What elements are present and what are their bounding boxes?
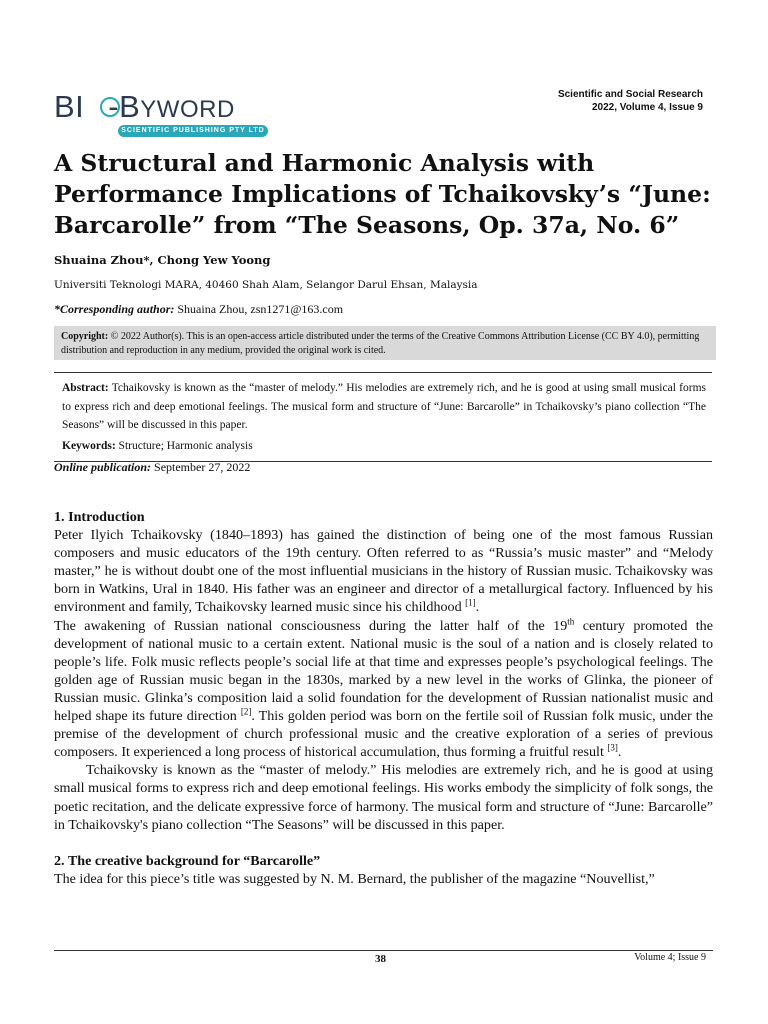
article-title: A Structural and Harmonic Analysis with Performance Implications of Tchaikovsky’s “June: Barcarolle” from “The Seasons, Op. 37a, No. 6” (54, 149, 711, 239)
authors: Shuaina Zhou*, Chong Yew Yoong (54, 253, 271, 267)
keywords: Keywords: Structure; Harmonic analysis (62, 440, 253, 452)
citation-ref[interactable]: [2] (240, 706, 252, 717)
footer-divider (54, 950, 713, 951)
journal-name: Scientific and Social Research (557, 89, 703, 100)
corresponding-author: *Corresponding author: Shuaina Zhou, zsn1271@163.com (54, 302, 344, 316)
section-heading-introduction: 1. Introduction (54, 509, 145, 525)
citation-ref[interactable]: [3] (607, 742, 618, 753)
copyright-notice: Copyright: © 2022 Author(s). This is an open-access article distributed under the terms of the Creative Commons Attribution License (CC BY 4.0), permitting distribution and reproduction in any medium, provided the original work is cited. (54, 326, 716, 360)
paragraph: Tchaikovsky is known as the “master of melody.” His melodies are extremely rich, and he is good at using small musical forms to express rich and deep emotional feelings. His works embody the simplicity of folk songs, the poetic recitation, and the delicate expressive force of harmony. The musical form and structure of “June: Barcarolle” in Tchaikovsky's piano collection “The Seasons” will be discussed in this paper. (54, 762, 713, 833)
journal-info (558, 88, 703, 114)
abstract: Abstract: Tchaikovsky is known as the “master of melody.” His melodies are extremely rich, and he is good at using small musical forms to express rich and deep emotional feelings. The musical form and structure of “June: Barcarolle” in Tchaikovsky’s piano collection “The Seasons” will be discussed in this paper. (62, 382, 706, 431)
page-number: 38 (375, 953, 386, 965)
logo-tagline: SCIENTIFIC PUBLISHING PTY LTD (118, 125, 268, 137)
paragraph: Peter Ilyich Tchaikovsky (1840–1893) has gained the distinction of being one of the most famous Russian composers and music educators of the 19th century. Often referred to as “Russia’s music master” and “Melody master,” he is without doubt one of the most influential musicians in the history of Russian music. Tchaikovsky was born in Watkins, Ural in 1840. His father was an engineer and director of a metallurgical factory. Influenced by his environment and family, Tchaikovsky learned music since his childhood [1]. (54, 527, 713, 616)
publisher-logo (54, 90, 274, 138)
footer-volume: Volume 4; Issue 9 (634, 952, 706, 963)
paragraph: The idea for this piece’s title was suggested by N. M. Bernard, the publisher of the magazine “Nouvellist,” (54, 870, 655, 887)
article-body (54, 508, 713, 888)
globe-icon (100, 97, 120, 117)
citation-ref[interactable]: [1] (465, 597, 476, 608)
section-heading-creative-background: 2. The creative background for “Barcarolle” (54, 852, 321, 869)
abstract-box (54, 372, 712, 462)
journal-issue: 2022, Volume 4, Issue 9 (592, 102, 703, 113)
paragraph: The awakening of Russian national consciousness during the latter half of the 19th century promoted the development of national music to a certain extent. National music is the soul of a nation and is closely related to people’s life. Folk music reflects people’s social life at that time and expresses people’s psychological feelings. The golden age of Russian music began in the 1830s, marked by a new level in the works of Glinka, the pioneer of Russian music. Glinka’s composition laid a solid foundation for the development of Russian nationalist music and helped shape its future direction [2]. This golden period was born on the fertile soil of Russian folk music, under the premise of the development of church professional music and the creative exploration of a series of previous composers. It experienced a long process of historical accumulation, thus forming a fruitful result [3]. (54, 615, 713, 761)
affiliation: Universiti Teknologi MARA, 40460 Shah Alam, Selangor Darul Ehsan, Malaysia (54, 279, 478, 291)
logo-wordmark: BI -BYWORD (54, 89, 235, 124)
online-publication: Online publication: September 27, 2022 (54, 460, 251, 474)
